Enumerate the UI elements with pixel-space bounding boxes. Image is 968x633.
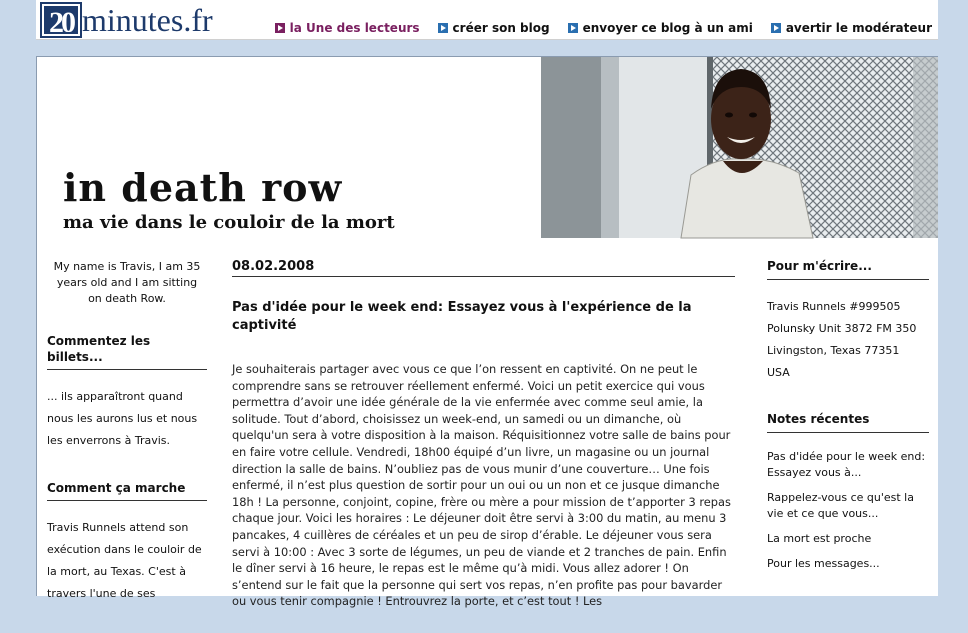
post-date: 08.02.2008: [232, 259, 735, 277]
play-bullet-icon: [275, 23, 285, 33]
post-title[interactable]: Pas d'idée pour le week end: Essayez vous à l'expérience de la captivité: [232, 300, 692, 333]
address-line: Livingston, Texas 77351: [767, 344, 900, 357]
comments-heading: Commentez les billets...: [47, 333, 207, 370]
postal-address: [767, 296, 929, 384]
address-line: Travis Runnels #999505: [767, 300, 901, 313]
logo-number: 20: [42, 4, 80, 36]
comments-text: ... ils apparaîtront quand nous les aurons lus et nous les enverrons à Travis.: [47, 390, 198, 447]
how-it-works-text: Travis Runnels attend son exécution dans le couloir de la mort, au Texas. C'est à travers l'une de ses: [47, 521, 202, 600]
post-column: [232, 259, 737, 610]
play-bullet-icon: [568, 23, 578, 33]
logo-word: minutes.fr: [82, 2, 213, 38]
post-body: Je souhaiterais partager avec vous ce que l’on ressent en captivité. On ne peut le comprendre sans se retrouver réellement enfermé. Voici un petit exercice qui vous permettra d’avoir une idée générale de la vie enfermée avec comme seul amie, la solitude. Tout d’abord, choisissez un week-end, un samedi ou un dimanche, où quelqu'un sera à votre disposition à la maison. Réquisitionnez votre salle de bains pour en faire votre cellule. Vendredi, 18h00 équipé d’un livre, un magasine ou un journal direction la salle de bains. N’oubliez pas de vous munir d’une couverture… Une fois enfermé, il n’est plus question de sortir pour un oui ou un non et ce jusque dimanche 18h ! La personne, conjoint, copine, frère ou mère a pour mission de t’apporter 3 repas chaque jour. Voici les horaires : Le déjeuner doit être servi à 3:00 du matin, au menu 3 pancakes, 4 cuillères de céréales et un peu de sirop d’érable. Le déjeuner vous sera servi à 10:00 : Avec 3 sorte de légumes, un peu de viande et 2 tranches de pain. Enfin le dîner servi à 16 heure, le repas est le même qu’à midi. Vous allez adorer ! On s’entend sur le fait que la personne qui sert vos repas, n’en profite pas pour bavarder ou vous tenir compagnie ! Entrouvrez la porte, et c’est tout ! Les: [232, 362, 731, 609]
recent-note-link[interactable]: Rappelez-vous ce qu'est la vie et ce que vous...: [767, 491, 914, 520]
nav-label: avertir le modérateur: [785, 21, 932, 35]
recent-notes-heading: Notes récentes: [767, 412, 929, 433]
recent-notes-list: [767, 449, 929, 572]
play-bullet-icon: [771, 23, 781, 33]
nav-label: la Une des lecteurs: [289, 21, 420, 35]
blog-banner: [37, 57, 938, 238]
top-nav: [275, 21, 932, 35]
nav-creer-blog[interactable]: [438, 21, 550, 35]
banner-title: in death row: [63, 165, 343, 210]
nav-label: créer son blog: [452, 21, 550, 35]
nav-label: envoyer ce blog à un ami: [582, 21, 753, 35]
recent-note-link[interactable]: Pas d'idée pour le week end: Essayez vous à...: [767, 450, 926, 479]
how-it-works-heading: Comment ça marche: [47, 480, 207, 501]
left-sidebar: [47, 259, 207, 633]
address-line: USA: [767, 366, 790, 379]
play-bullet-icon: [438, 23, 448, 33]
write-heading: Pour m'écrire...: [767, 259, 929, 280]
right-sidebar: [767, 259, 929, 581]
banner-photo: [541, 57, 938, 238]
address-line: Polunsky Unit 3872 FM 350: [767, 322, 917, 335]
recent-note-link[interactable]: La mort est proche: [767, 532, 872, 545]
nav-envoyer-ami[interactable]: [568, 21, 753, 35]
author-intro: My name is Travis, I am 35 years old and I am sitting on death Row.: [53, 260, 201, 305]
top-bar: [36, 0, 938, 40]
site-logo[interactable]: [42, 2, 213, 39]
blog-frame: [36, 56, 938, 609]
nav-avertir-moderateur[interactable]: [771, 21, 932, 35]
nav-une-des-lecteurs[interactable]: [275, 21, 420, 35]
banner-subtitle: ma vie dans le couloir de la mort: [63, 212, 395, 233]
recent-note-link[interactable]: Pour les messages...: [767, 557, 880, 570]
